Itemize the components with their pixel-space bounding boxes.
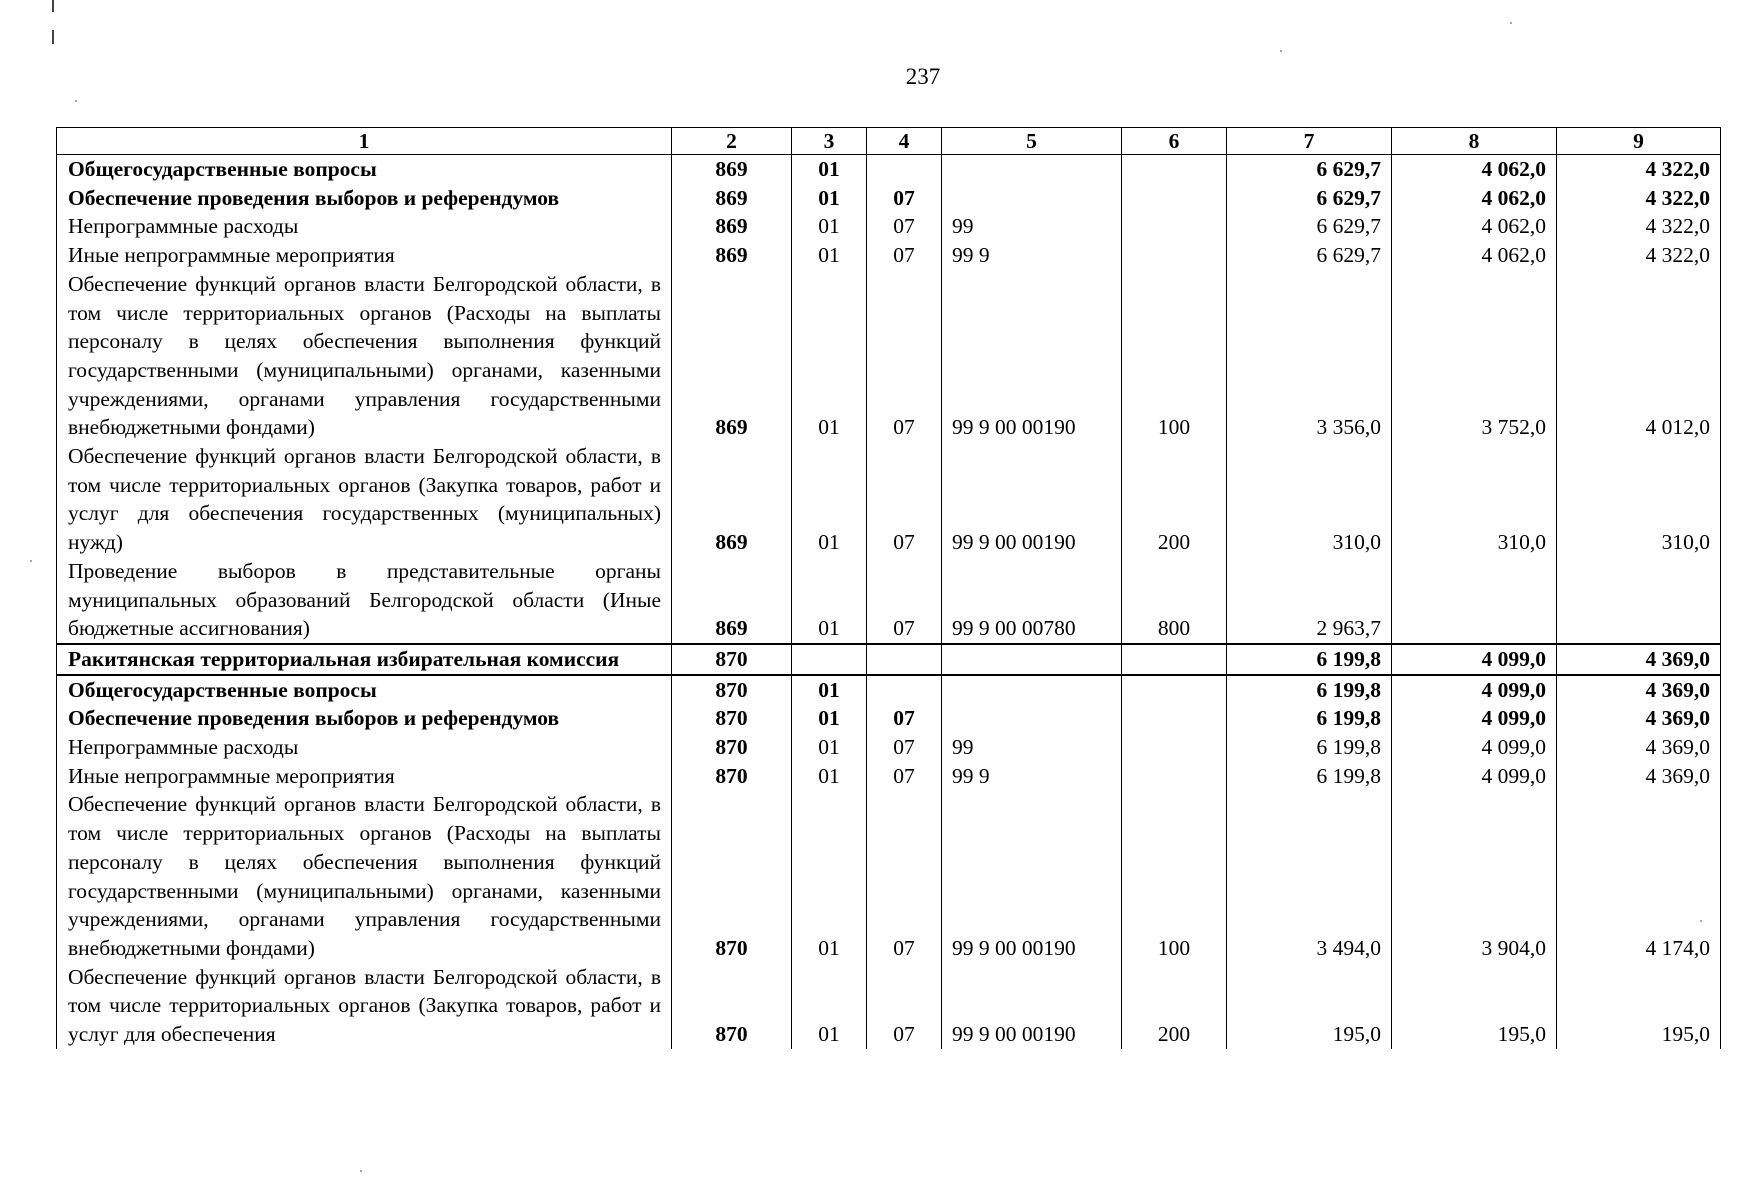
cell-vr (1122, 762, 1227, 791)
cell-vr: 100 (1122, 270, 1227, 442)
cell-value-9: 4 369,0 (1557, 762, 1721, 791)
cell-csr: 99 9 00 00190 (942, 790, 1122, 962)
cell-razdel: 01 (792, 155, 867, 184)
row-name: Иные непрограммные мероприятия (57, 241, 672, 270)
scan-speck (360, 1170, 362, 1172)
row-name: Обеспечение проведения выборов и референдумов (57, 184, 672, 213)
cell-value-8 (1392, 557, 1557, 644)
cell-value-8: 3 752,0 (1392, 270, 1557, 442)
cell-razdel (792, 644, 867, 675)
scan-speck (1510, 22, 1512, 24)
row-name: Ракитянская территориальная избирательная комиссия (57, 644, 672, 675)
row-name: Обеспечение функций органов власти Белгородской области, в том числе территориальных органов (Закупка товаров, работ и услуг для обеспечения (57, 963, 672, 1049)
cell-value-7: 310,0 (1227, 442, 1392, 557)
cell-csr: 99 (942, 733, 1122, 762)
cell-csr: 99 9 00 00780 (942, 557, 1122, 644)
cell-podrazdel: 07 (867, 212, 942, 241)
table-row (57, 644, 1721, 675)
row-name: Общегосударственные вопросы (57, 155, 672, 184)
cell-value-8: 4 062,0 (1392, 184, 1557, 213)
scan-speck (1280, 50, 1282, 52)
cell-value-7: 195,0 (1227, 963, 1392, 1049)
cell-value-8: 3 904,0 (1392, 790, 1557, 962)
cell-razdel: 01 (792, 442, 867, 557)
cell-podrazdel: 07 (867, 557, 942, 644)
cell-podrazdel: 07 (867, 704, 942, 733)
cell-value-9: 310,0 (1557, 442, 1721, 557)
cell-podrazdel: 07 (867, 733, 942, 762)
cell-value-9: 4 369,0 (1557, 644, 1721, 675)
cell-razdel: 01 (792, 270, 867, 442)
cell-razdel: 01 (792, 241, 867, 270)
table-row (57, 963, 1721, 1049)
page-number: 237 (905, 64, 941, 89)
cell-value-8: 4 099,0 (1392, 733, 1557, 762)
cell-csr: 99 9 (942, 241, 1122, 270)
cell-value-9: 195,0 (1557, 963, 1721, 1049)
table-row (57, 733, 1721, 762)
cell-razdel: 01 (792, 704, 867, 733)
cell-podrazdel: 07 (867, 442, 942, 557)
cell-razdel: 01 (792, 212, 867, 241)
header-col-4: 4 (867, 128, 942, 155)
cell-podrazdel: 07 (867, 241, 942, 270)
cell-vr: 200 (1122, 963, 1227, 1049)
cell-podrazdel (867, 155, 942, 184)
scan-speck (30, 560, 32, 562)
cell-csr: 99 (942, 212, 1122, 241)
cell-ved: 869 (672, 155, 792, 184)
cell-value-9: 4 369,0 (1557, 704, 1721, 733)
table-row (57, 442, 1721, 557)
scan-speck (75, 100, 77, 102)
cell-value-9: 4 369,0 (1557, 675, 1721, 705)
cell-ved: 870 (672, 733, 792, 762)
cell-vr (1122, 675, 1227, 705)
cell-ved: 869 (672, 557, 792, 644)
cell-podrazdel: 07 (867, 270, 942, 442)
cell-value-7: 6 629,7 (1227, 241, 1392, 270)
cell-vr (1122, 155, 1227, 184)
cell-value-7: 6 199,8 (1227, 704, 1392, 733)
cell-podrazdel (867, 675, 942, 705)
cell-value-7: 6 629,7 (1227, 212, 1392, 241)
header-col-1: 1 (57, 128, 672, 155)
header-col-9: 9 (1557, 128, 1721, 155)
table-row (57, 270, 1721, 442)
cell-value-8: 4 099,0 (1392, 644, 1557, 675)
cell-csr (942, 155, 1122, 184)
cell-value-9: 4 369,0 (1557, 733, 1721, 762)
table-row (57, 155, 1721, 184)
cell-vr: 800 (1122, 557, 1227, 644)
budget-table (56, 127, 1721, 1049)
cell-razdel: 01 (792, 762, 867, 791)
header-col-2: 2 (672, 128, 792, 155)
header-col-6: 6 (1122, 128, 1227, 155)
cell-value-7: 6 629,7 (1227, 155, 1392, 184)
table-row (57, 675, 1721, 705)
cell-value-7: 6 629,7 (1227, 184, 1392, 213)
cell-value-7: 6 199,8 (1227, 733, 1392, 762)
row-name: Общегосударственные вопросы (57, 675, 672, 705)
cell-csr: 99 9 (942, 762, 1122, 791)
cell-value-7: 6 199,8 (1227, 644, 1392, 675)
cell-razdel: 01 (792, 557, 867, 644)
cell-razdel: 01 (792, 675, 867, 705)
row-name: Обеспечение функций органов власти Белгородской области, в том числе территориальных органов (Расходы на выплаты персоналу в целях обеспечения выполнения функций государственными (муниципальными) органами, казенными учреждениями, органами управления государственными внебюджетными фондами) (57, 790, 672, 962)
cell-csr: 99 9 00 00190 (942, 442, 1122, 557)
cell-razdel: 01 (792, 963, 867, 1049)
scan-mark-top (52, 0, 54, 12)
table-row (57, 557, 1721, 644)
cell-csr: 99 9 00 00190 (942, 270, 1122, 442)
cell-ved: 869 (672, 270, 792, 442)
cell-value-9: 4 322,0 (1557, 155, 1721, 184)
cell-ved: 869 (672, 184, 792, 213)
header-col-3: 3 (792, 128, 867, 155)
cell-value-7: 3 356,0 (1227, 270, 1392, 442)
cell-value-7: 6 199,8 (1227, 675, 1392, 705)
header-col-7: 7 (1227, 128, 1392, 155)
cell-vr: 100 (1122, 790, 1227, 962)
cell-vr: 200 (1122, 442, 1227, 557)
cell-value-8: 195,0 (1392, 963, 1557, 1049)
cell-vr (1122, 704, 1227, 733)
cell-razdel: 01 (792, 790, 867, 962)
cell-value-8: 4 062,0 (1392, 212, 1557, 241)
cell-value-9: 4 322,0 (1557, 212, 1721, 241)
row-name: Обеспечение проведения выборов и референдумов (57, 704, 672, 733)
cell-razdel: 01 (792, 733, 867, 762)
cell-csr (942, 704, 1122, 733)
cell-podrazdel (867, 644, 942, 675)
header-col-5: 5 (942, 128, 1122, 155)
scan-mark-upper (52, 30, 54, 44)
header-col-8: 8 (1392, 128, 1557, 155)
cell-value-8: 310,0 (1392, 442, 1557, 557)
row-name: Непрограммные расходы (57, 212, 672, 241)
cell-vr (1122, 733, 1227, 762)
cell-csr (942, 644, 1122, 675)
cell-value-7: 2 963,7 (1227, 557, 1392, 644)
table-row (57, 704, 1721, 733)
cell-value-9 (1557, 557, 1721, 644)
row-name: Проведение выборов в представительные органы муниципальных образований Белгородской области (Иные бюджетные ассигнования) (57, 557, 672, 644)
header-row (57, 128, 1721, 155)
cell-value-8: 4 099,0 (1392, 704, 1557, 733)
cell-value-8: 4 099,0 (1392, 762, 1557, 791)
cell-value-7: 6 199,8 (1227, 762, 1392, 791)
table-row (57, 790, 1721, 962)
table-row (57, 184, 1721, 213)
cell-vr (1122, 241, 1227, 270)
cell-ved: 869 (672, 241, 792, 270)
cell-podrazdel: 07 (867, 184, 942, 213)
table-row (57, 762, 1721, 791)
cell-value-8: 4 062,0 (1392, 241, 1557, 270)
cell-value-9: 4 174,0 (1557, 790, 1721, 962)
cell-ved: 870 (672, 762, 792, 791)
row-name: Непрограммные расходы (57, 733, 672, 762)
cell-value-9: 4 322,0 (1557, 184, 1721, 213)
row-name: Обеспечение функций органов власти Белгородской области, в том числе территориальных органов (Закупка товаров, работ и услуг для обеспечения государственных (муниципальных) нужд) (57, 442, 672, 557)
cell-value-8: 4 062,0 (1392, 155, 1557, 184)
table-row (57, 241, 1721, 270)
cell-value-9: 4 012,0 (1557, 270, 1721, 442)
cell-podrazdel: 07 (867, 963, 942, 1049)
cell-vr (1122, 212, 1227, 241)
cell-ved: 870 (672, 644, 792, 675)
cell-csr (942, 675, 1122, 705)
cell-podrazdel: 07 (867, 790, 942, 962)
cell-ved: 870 (672, 963, 792, 1049)
cell-razdel: 01 (792, 184, 867, 213)
cell-ved: 870 (672, 704, 792, 733)
cell-value-8: 4 099,0 (1392, 675, 1557, 705)
row-name: Иные непрограммные мероприятия (57, 762, 672, 791)
cell-podrazdel: 07 (867, 762, 942, 791)
cell-csr (942, 184, 1122, 213)
cell-vr (1122, 644, 1227, 675)
cell-csr: 99 9 00 00190 (942, 963, 1122, 1049)
cell-ved: 869 (672, 212, 792, 241)
cell-ved: 869 (672, 442, 792, 557)
cell-ved: 870 (672, 675, 792, 705)
row-name: Обеспечение функций органов власти Белгородской области, в том числе территориальных органов (Расходы на выплаты персоналу в целях обеспечения выполнения функций государственными (муниципальными) органами, казенными учреждениями, органами управления государственными внебюджетными фондами) (57, 270, 672, 442)
table-row (57, 212, 1721, 241)
cell-vr (1122, 184, 1227, 213)
cell-value-7: 3 494,0 (1227, 790, 1392, 962)
cell-ved: 870 (672, 790, 792, 962)
cell-value-9: 4 322,0 (1557, 241, 1721, 270)
